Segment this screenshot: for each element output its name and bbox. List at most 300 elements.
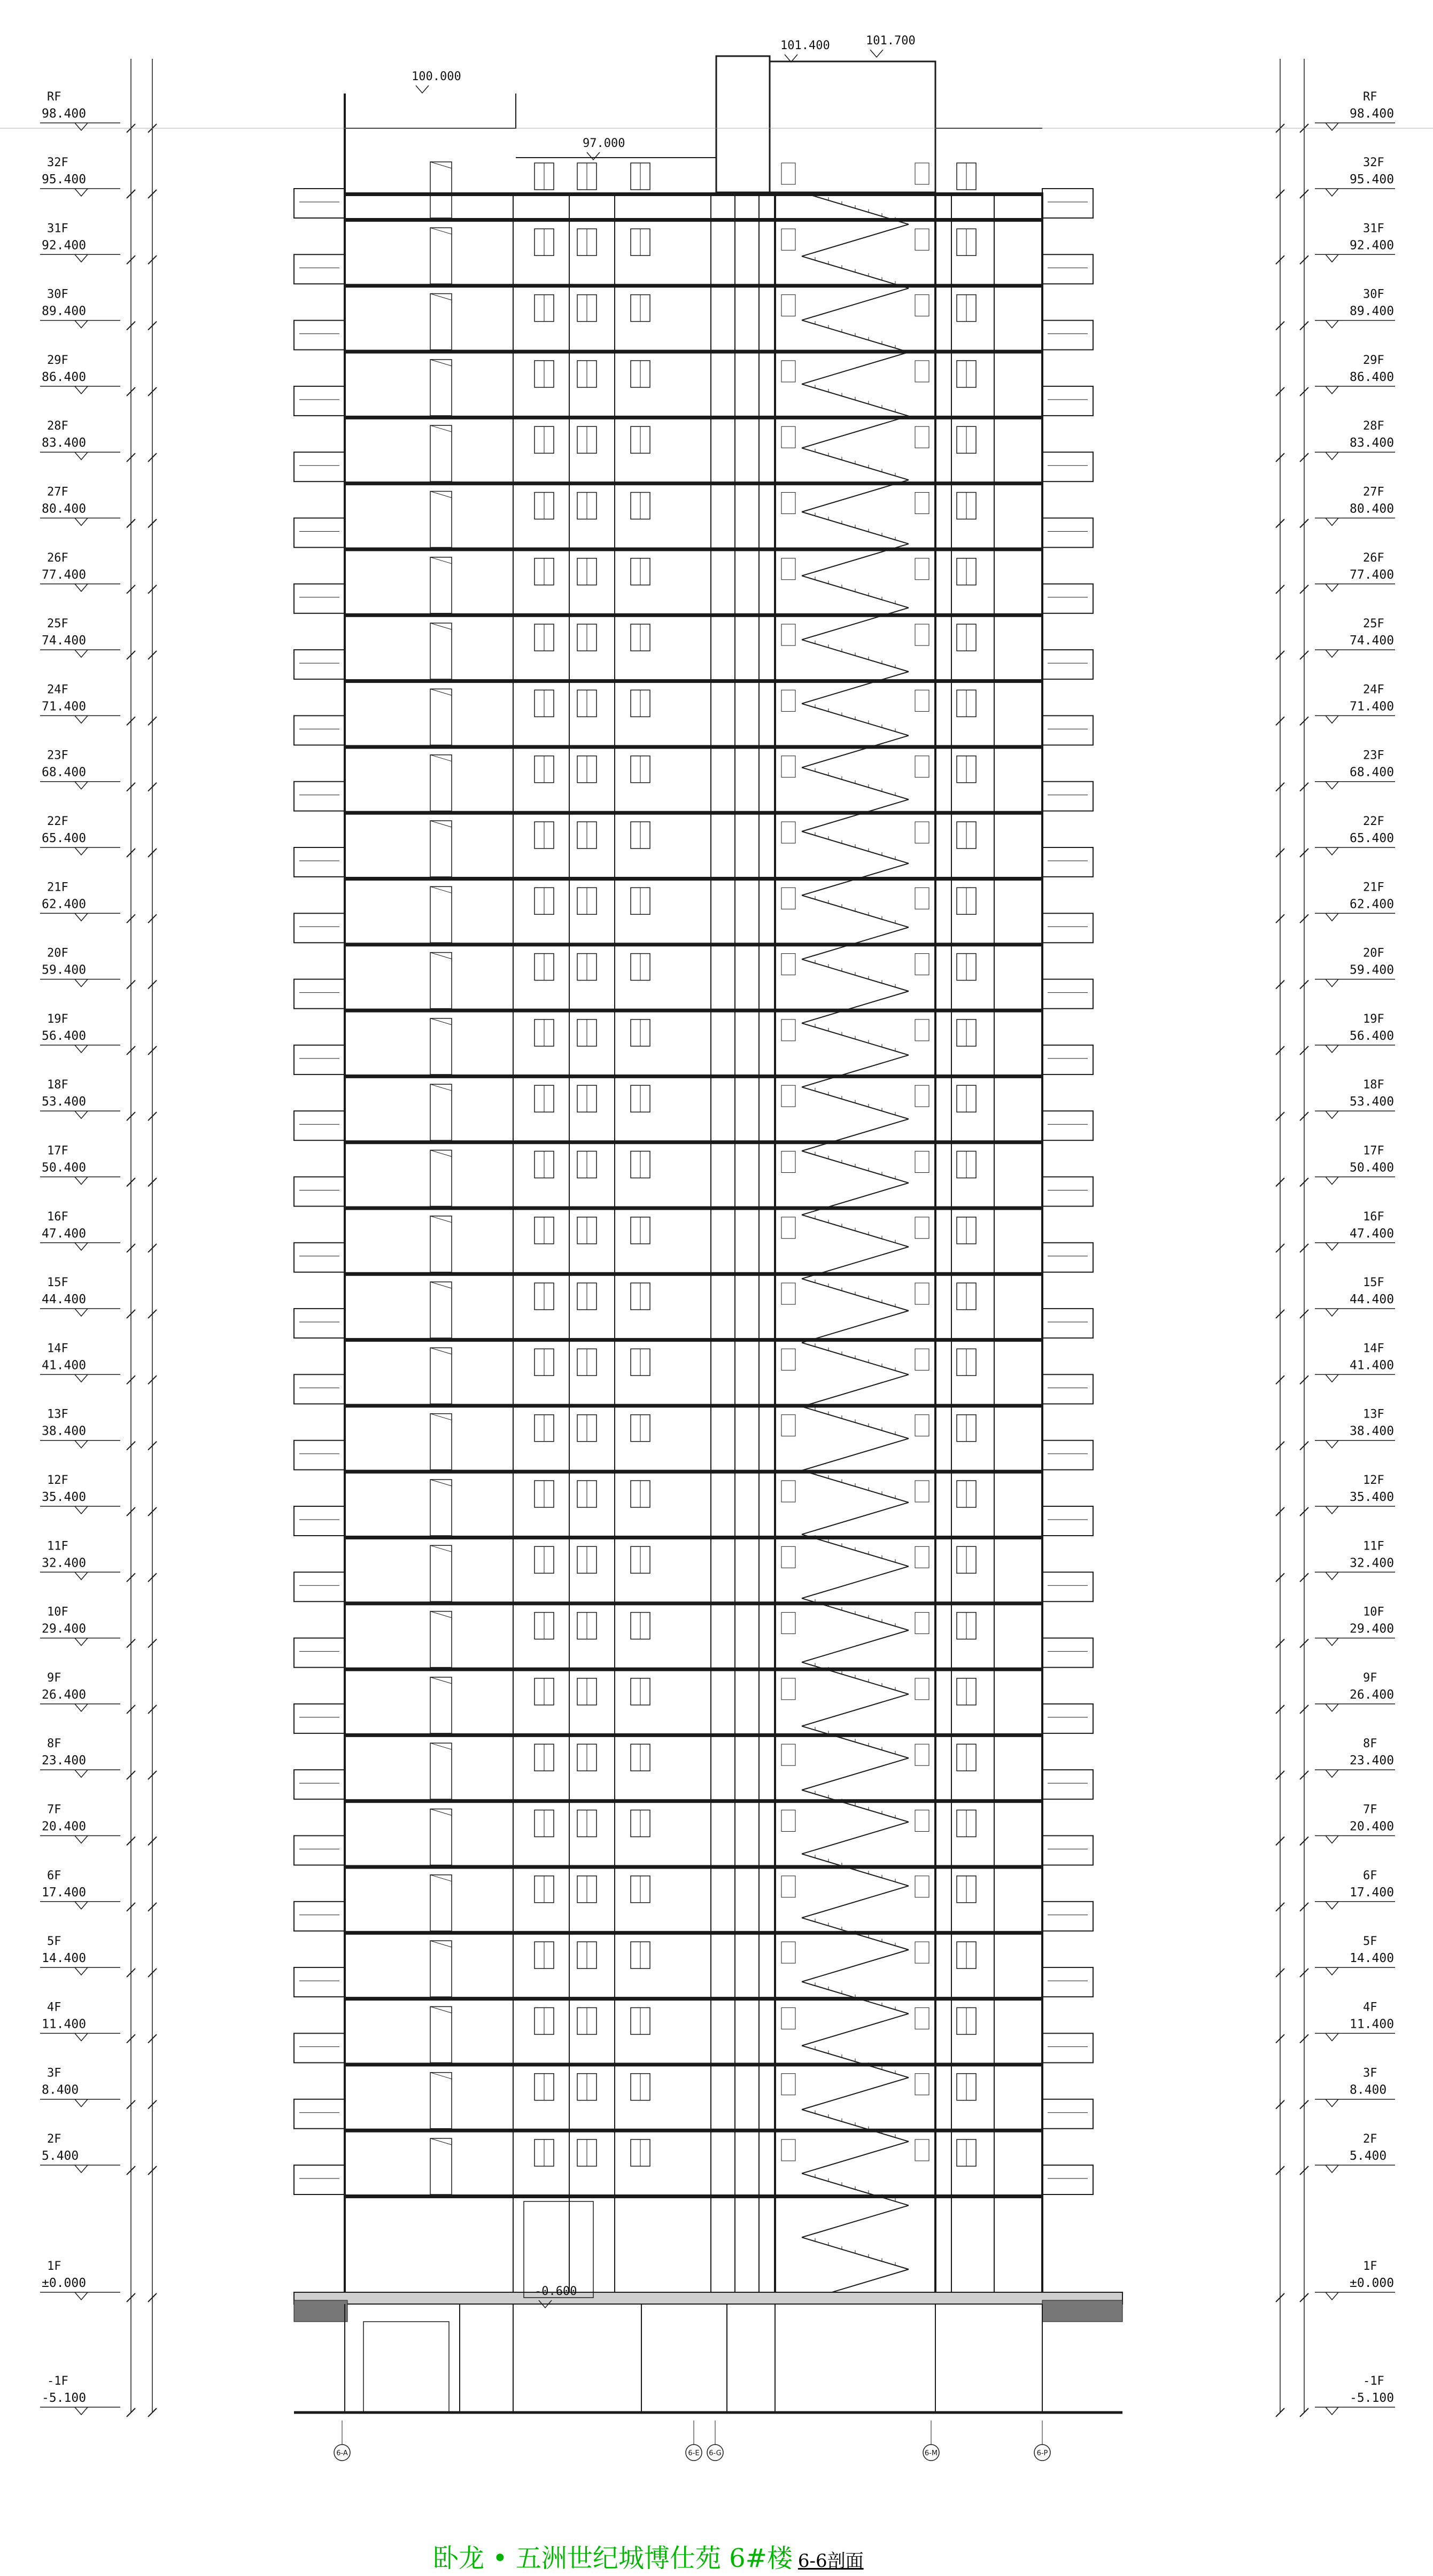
balcony-right	[1042, 1638, 1093, 1668]
level-triangle-left	[75, 715, 88, 723]
balcony-left	[294, 386, 345, 416]
floor-slab	[345, 1140, 1042, 1144]
level-elev-left: 8.400	[42, 2083, 79, 2097]
balcony-right	[1042, 1770, 1093, 1799]
level-triangle-left	[75, 2165, 88, 2173]
stair-window	[915, 1876, 929, 1897]
balcony-left	[294, 1902, 345, 1931]
level-elev-left: 5.400	[42, 2149, 79, 2163]
stair-window	[781, 1546, 795, 1568]
level-elev-left: 29.400	[42, 1622, 87, 1636]
level-elev-left: 92.400	[42, 238, 87, 253]
balcony-left	[294, 584, 345, 613]
level-triangle-right	[1326, 1374, 1338, 1382]
door	[430, 228, 452, 284]
stair-core	[802, 192, 909, 2301]
level-triangle-left	[75, 782, 88, 789]
level-name-left: 24F	[47, 683, 68, 697]
balcony-left	[294, 1243, 345, 1272]
level-elev-right: 65.400	[1350, 831, 1395, 845]
balcony-left	[294, 1770, 345, 1799]
stair-window	[781, 1613, 795, 1634]
floor-slab	[345, 943, 1042, 946]
stair-window	[915, 493, 929, 514]
balcony-right	[1042, 1243, 1093, 1272]
level-triangle-left	[75, 1770, 88, 1777]
balcony-left	[294, 321, 345, 350]
floor-slab	[345, 613, 1042, 617]
stair-window	[781, 1283, 795, 1304]
level-name-left: 8F	[47, 1737, 61, 1751]
balcony-right	[1042, 782, 1093, 811]
balcony-left	[294, 782, 345, 811]
stair-window	[915, 756, 929, 777]
stair-flight	[802, 2077, 909, 2110]
level-triangle-right	[1326, 2165, 1338, 2173]
door-swing	[430, 1348, 452, 1354]
level-name-right: 8F	[1363, 1737, 1377, 1751]
stair-flight	[802, 1950, 909, 1982]
level-name-right: 32F	[1363, 156, 1384, 169]
elev-triangle	[587, 152, 600, 160]
stair-window	[915, 1744, 929, 1765]
level-elev-right: -5.100	[1350, 2391, 1395, 2405]
level-elev-left: 44.400	[42, 1293, 87, 1307]
stair-window	[915, 1942, 929, 1963]
floor-slab	[345, 1470, 1042, 1474]
balcony-right	[1042, 1111, 1093, 1140]
stair-flight	[802, 736, 909, 768]
door	[430, 425, 452, 481]
stair-flight	[802, 1183, 909, 1215]
stair-flight	[802, 1055, 909, 1087]
balcony-left	[294, 650, 345, 679]
level-triangle-right	[1326, 1638, 1338, 1646]
level-elev-right: 98.400	[1350, 107, 1395, 121]
balcony-left	[294, 518, 345, 548]
level-triangle-left	[75, 2033, 88, 2041]
level-triangle-left	[75, 1506, 88, 1514]
level-elev-right: 59.400	[1350, 963, 1395, 977]
drawing-title-block	[433, 2543, 1021, 2576]
level-triangle-right	[1326, 189, 1338, 196]
floor-slab	[345, 1075, 1042, 1078]
balcony-right	[1042, 2165, 1093, 2194]
stair-window	[915, 558, 929, 580]
level-elev-left: -5.100	[42, 2391, 87, 2405]
level-name-right: 24F	[1363, 683, 1384, 697]
level-triangle-right	[1326, 913, 1338, 921]
level-elev-right: 32.400	[1350, 1556, 1395, 1570]
stair-window	[781, 822, 795, 843]
level-triangle-right	[1326, 1045, 1338, 1053]
level-elev-right: 80.400	[1350, 502, 1395, 516]
balcony-left	[294, 1704, 345, 1733]
level-elev-right: 89.400	[1350, 304, 1395, 318]
stair-flight	[802, 1503, 909, 1535]
level-triangle-right	[1326, 650, 1338, 657]
stair-window	[915, 954, 929, 975]
stair-window	[781, 954, 795, 975]
stair-flight	[802, 991, 909, 1023]
stair-window	[915, 1546, 929, 1568]
door	[430, 1743, 452, 1799]
stair-window	[915, 690, 929, 711]
level-name-right: RF	[1363, 90, 1377, 104]
stair-window	[915, 1085, 929, 1107]
level-name-right: 7F	[1363, 1803, 1377, 1817]
level-triangle-left	[75, 321, 88, 328]
door-swing	[430, 425, 452, 432]
level-name-left: 11F	[47, 1539, 68, 1553]
level-name-left: RF	[47, 90, 61, 104]
elev-triangle	[416, 85, 429, 93]
level-elev-right: 68.400	[1350, 765, 1395, 780]
level-elev-right: 38.400	[1350, 1424, 1395, 1438]
door	[430, 1545, 452, 1601]
level-name-left: 22F	[47, 815, 68, 828]
balcony-right	[1042, 1374, 1093, 1404]
stair-window	[781, 2007, 795, 2029]
balcony-left	[294, 2033, 345, 2063]
level-elev-right: 53.400	[1350, 1095, 1395, 1109]
stair-window	[781, 1349, 795, 1370]
level-triangle-right	[1326, 1441, 1338, 1448]
stair-window	[781, 1415, 795, 1436]
balcony-left	[294, 2165, 345, 2194]
level-elev-right: 95.400	[1350, 173, 1395, 186]
balcony-right	[1042, 1506, 1093, 1536]
stair-window	[781, 756, 795, 777]
level-name-left: 29F	[47, 353, 68, 367]
level-name-left: 16F	[47, 1210, 68, 1224]
level-elev-right: 77.400	[1350, 567, 1395, 582]
level-triangle-right	[1326, 2033, 1338, 2041]
level-name-right: 20F	[1363, 946, 1384, 960]
basement-door	[363, 2322, 449, 2412]
stair-window	[915, 1481, 929, 1502]
stair-flight	[802, 1822, 909, 1854]
floor-slab	[345, 416, 1042, 419]
door-swing	[430, 821, 452, 827]
level-triangle-right	[1326, 1309, 1338, 1316]
level-triangle-right	[1326, 1572, 1338, 1579]
level-elev-right: ±0.000	[1350, 2276, 1395, 2290]
balcony-right	[1042, 584, 1093, 613]
level-triangle-right	[1326, 452, 1338, 460]
level-name-right: 13F	[1363, 1407, 1384, 1421]
level-elev-left: 53.400	[42, 1095, 87, 1109]
level-elev-right: 50.400	[1350, 1161, 1395, 1175]
door	[430, 360, 452, 416]
stair-window	[781, 888, 795, 909]
level-name-right: 12F	[1363, 1474, 1384, 1487]
level-name-left: 17F	[47, 1144, 68, 1158]
level-triangle-left	[75, 979, 88, 987]
door	[430, 2006, 452, 2063]
balcony-left	[294, 715, 345, 745]
level-triangle-right	[1326, 2407, 1338, 2415]
floor-slab	[345, 1799, 1042, 1803]
level-name-left: 9F	[47, 1671, 61, 1685]
level-elev-left: 32.400	[42, 1556, 87, 1570]
level-elev-right: 83.400	[1350, 436, 1395, 450]
stair-window	[915, 361, 929, 382]
stair-window	[915, 295, 929, 316]
level-triangle-left	[75, 1441, 88, 1448]
level-triangle-right	[1326, 123, 1338, 130]
level-elev-left: 77.400	[42, 567, 87, 582]
door-swing	[430, 228, 452, 234]
level-name-left: 26F	[47, 551, 68, 565]
door	[430, 1084, 452, 1140]
level-elev-left: 65.400	[42, 831, 87, 845]
level-triangle-left	[75, 1111, 88, 1118]
door-swing	[430, 623, 452, 629]
level-triangle-right	[1326, 1967, 1338, 1975]
stair-flight	[802, 2142, 909, 2174]
level-triangle-right	[1326, 782, 1338, 789]
level-elev-left: 86.400	[42, 370, 87, 384]
door	[430, 821, 452, 877]
level-elev-right: 74.400	[1350, 634, 1395, 648]
stair-flight	[802, 2014, 909, 2046]
level-elev-right: 92.400	[1350, 238, 1395, 253]
level-name-left: 18F	[47, 1078, 68, 1092]
level-elev-left: ±0.000	[42, 2276, 87, 2290]
floor-slab	[345, 218, 1042, 222]
stair-window	[915, 2074, 929, 2095]
floor-slab	[345, 1404, 1042, 1407]
balcony-right	[1042, 254, 1093, 284]
stair-window	[781, 1151, 795, 1173]
level-elev-left: 50.400	[42, 1161, 87, 1175]
door	[430, 557, 452, 613]
level-name-left: 3F	[47, 2066, 61, 2080]
level-name-right: 25F	[1363, 617, 1384, 631]
balcony-left	[294, 1309, 345, 1338]
stair-window	[781, 2139, 795, 2161]
level-triangle-right	[1326, 1177, 1338, 1185]
level-name-right: 15F	[1363, 1276, 1384, 1290]
level-triangle-left	[75, 1836, 88, 1843]
level-name-right: 5F	[1363, 1935, 1377, 1949]
level-name-right: 21F	[1363, 881, 1384, 894]
level-name-left: 25F	[47, 617, 68, 631]
level-triangle-right	[1326, 847, 1338, 855]
level-elev-left: 62.400	[42, 897, 87, 912]
level-elev-right: 11.400	[1350, 2017, 1395, 2032]
stair-flight	[802, 1630, 909, 1662]
building-frame	[294, 56, 1122, 2412]
balcony-right	[1042, 518, 1093, 548]
door	[430, 886, 452, 943]
level-elev-left: 56.400	[42, 1029, 87, 1043]
level-name-right: 1F	[1363, 2260, 1377, 2273]
level-triangle-right	[1326, 1902, 1338, 1909]
balcony-left	[294, 2099, 345, 2129]
stair-window	[915, 426, 929, 448]
elev-roof-mid: 97.000	[583, 137, 625, 150]
stair-window	[781, 558, 795, 580]
balcony-left	[294, 1967, 345, 1997]
stair-window	[781, 1481, 795, 1502]
level-triangle-left	[75, 1309, 88, 1316]
level-name-left: 20F	[47, 946, 68, 960]
balcony-left	[294, 913, 345, 943]
stair-flight	[802, 1119, 909, 1151]
elev-basement-slab: -0.600	[535, 2285, 577, 2298]
stair-flight	[802, 1694, 909, 1726]
level-triangle-right	[1326, 715, 1338, 723]
level-name-left: 6F	[47, 1869, 61, 1882]
level-labels-right	[1315, 90, 1395, 2415]
stair-window	[781, 1744, 795, 1765]
level-name-left: 14F	[47, 1342, 68, 1356]
balcony-right	[1042, 1704, 1093, 1733]
stair-window	[781, 1019, 795, 1041]
level-name-left: 31F	[47, 222, 68, 236]
level-elev-right: 86.400	[1350, 370, 1395, 384]
door	[430, 1216, 452, 1272]
floor-slab	[345, 1668, 1042, 1671]
level-name-left: 10F	[47, 1605, 68, 1619]
floor-slab	[345, 1997, 1042, 2001]
level-name-left: 23F	[47, 749, 68, 762]
level-triangle-left	[75, 2407, 88, 2415]
grid-axis-label: 6-E	[688, 2449, 700, 2457]
floor-slab	[345, 1272, 1042, 1276]
stair-window	[781, 1678, 795, 1700]
floor-slab	[345, 877, 1042, 881]
balcony-left	[294, 979, 345, 1009]
core-tower-right	[770, 61, 935, 192]
level-name-right: 26F	[1363, 551, 1384, 565]
door-swing	[430, 1809, 452, 1816]
balcony-right	[1042, 1836, 1093, 1865]
level-triangle-right	[1326, 2292, 1338, 2300]
level-name-right: 19F	[1363, 1012, 1384, 1026]
elev-triangle	[870, 50, 883, 57]
level-triangle-left	[75, 1704, 88, 1711]
floor-slab	[345, 679, 1042, 683]
level-elev-left: 17.400	[42, 1885, 87, 1900]
stair-flight	[802, 1311, 909, 1343]
level-elev-left: 59.400	[42, 963, 87, 977]
level-triangle-left	[75, 386, 88, 394]
level-name-right: 29F	[1363, 353, 1384, 367]
level-elev-left: 11.400	[42, 2017, 87, 2032]
stair-window	[781, 361, 795, 382]
level-elev-right: 20.400	[1350, 1819, 1395, 1834]
balcony-right	[1042, 1441, 1093, 1470]
grid-axis-label: 6-A	[336, 2449, 348, 2457]
balcony-left	[294, 847, 345, 877]
door	[430, 1348, 452, 1404]
level-elev-left: 47.400	[42, 1226, 87, 1241]
stair-flight	[802, 2205, 909, 2237]
floor-slab	[345, 1207, 1042, 1210]
door-swing	[430, 557, 452, 564]
level-triangle-left	[75, 452, 88, 460]
level-triangle-right	[1326, 518, 1338, 526]
level-triangle-right	[1326, 321, 1338, 328]
floor-slab	[345, 1338, 1042, 1342]
level-name-left: 13F	[47, 1407, 68, 1421]
level-elev-left: 38.400	[42, 1424, 87, 1438]
level-elev-right: 56.400	[1350, 1029, 1395, 1043]
level-triangle-left	[75, 189, 88, 196]
level-triangle-left	[75, 913, 88, 921]
door	[430, 1612, 452, 1668]
stair-window	[915, 624, 929, 645]
stair-window	[781, 1810, 795, 1832]
floor-slab	[345, 2129, 1042, 2133]
level-triangle-left	[75, 847, 88, 855]
level-name-right: 2F	[1363, 2133, 1377, 2146]
level-name-right: 27F	[1363, 485, 1384, 499]
level-elev-right: 41.400	[1350, 1358, 1395, 1373]
basement-section	[294, 2201, 1122, 2412]
stair-flight	[802, 352, 909, 384]
balcony-left	[294, 1441, 345, 1470]
stair-window	[781, 690, 795, 711]
level-triangle-right	[1326, 386, 1338, 394]
door-swing	[430, 886, 452, 893]
level-elev-right: 14.400	[1350, 1951, 1395, 1966]
stair-window	[915, 1415, 929, 1436]
level-triangle-left	[75, 2292, 88, 2300]
stair-window	[915, 1151, 929, 1173]
lobby-door	[524, 2201, 593, 2298]
door-swing	[430, 492, 452, 498]
door	[430, 2073, 452, 2129]
door	[430, 1150, 452, 1207]
balcony-right	[1042, 2099, 1093, 2129]
level-triangle-left	[75, 584, 88, 592]
level-elev-left: 35.400	[42, 1490, 87, 1504]
stair-window	[781, 295, 795, 316]
hatch-left	[294, 2300, 347, 2322]
door	[430, 294, 452, 350]
door	[430, 162, 452, 218]
door-swing	[430, 1612, 452, 1618]
level-triangle-right	[1326, 979, 1338, 987]
door-swing	[430, 755, 452, 761]
stair-window	[781, 426, 795, 448]
floor-slab	[345, 481, 1042, 485]
balcony-right	[1042, 2033, 1093, 2063]
section-label: 6-6剖面	[797, 2550, 864, 2572]
balcony-left	[294, 254, 345, 284]
door	[430, 492, 452, 548]
door-swing	[430, 294, 452, 300]
level-name-left: 30F	[47, 287, 68, 301]
floor-slab	[345, 1601, 1042, 1605]
door	[430, 1414, 452, 1470]
balcony-right	[1042, 189, 1093, 218]
stair-flight	[802, 1566, 909, 1598]
core-tower-left	[716, 56, 770, 192]
stair-window	[915, 1810, 929, 1832]
level-triangle-right	[1326, 1704, 1338, 1711]
level-name-left: 1F	[47, 2260, 61, 2273]
level-name-right: 17F	[1363, 1144, 1384, 1158]
door-swing	[430, 1216, 452, 1223]
level-name-right: 18F	[1363, 1078, 1384, 1092]
door-swing	[430, 2073, 452, 2079]
balcony-right	[1042, 386, 1093, 416]
